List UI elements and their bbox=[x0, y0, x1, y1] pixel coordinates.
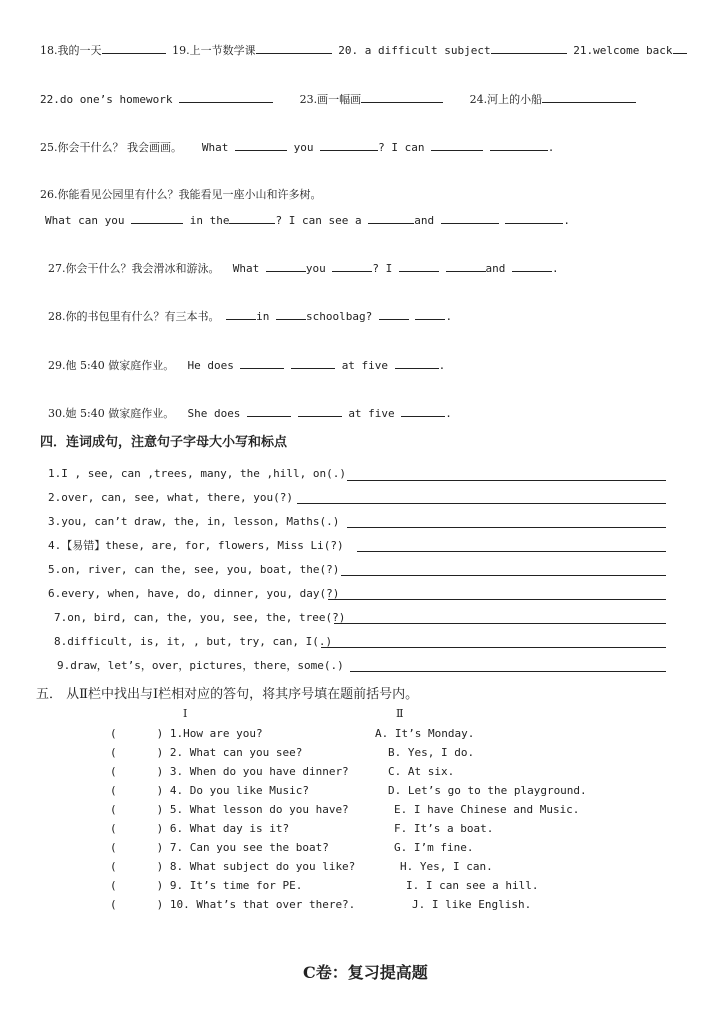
q28-text-2: schoolbag? bbox=[306, 310, 373, 323]
match-question-row bbox=[110, 727, 263, 740]
blank-24[interactable] bbox=[542, 91, 636, 103]
q29-text-2: at five bbox=[341, 359, 389, 372]
q30-text-1: She does bbox=[187, 407, 241, 420]
paren-open: ( bbox=[110, 765, 117, 778]
reorder-item-3: 3.you, can’t draw, the, in, lesson, Maths(.) bbox=[48, 515, 340, 528]
q30-blank-3[interactable] bbox=[401, 405, 445, 417]
q27-text-3: ? I bbox=[372, 262, 393, 275]
match-question-row bbox=[110, 746, 302, 759]
paren-close: ) bbox=[156, 784, 164, 797]
paren-close: ) bbox=[156, 898, 164, 911]
reorder-item-6: 6.every, when, have, do, dinner, you, day(?) bbox=[48, 587, 340, 600]
paren-open: ( bbox=[110, 879, 117, 892]
q26-text-1: What can you bbox=[45, 214, 125, 227]
q30-blank-1[interactable] bbox=[247, 405, 291, 417]
paren-open: ( bbox=[110, 727, 117, 740]
paren-close: ) bbox=[156, 841, 164, 854]
paren-open: ( bbox=[110, 860, 117, 873]
q27-chinese: 27.你会干什么？我会滑冰和游泳。 bbox=[48, 262, 220, 275]
q26-blank-1[interactable] bbox=[131, 212, 183, 224]
match-question-text: 10. What’s that over there?. bbox=[169, 898, 356, 911]
section-4-title: 四．连词成句，注意句子字母大小写和标点 bbox=[40, 435, 288, 450]
q30-end: . bbox=[445, 407, 452, 420]
match-answer-option: I. I can see a hill. bbox=[406, 879, 539, 892]
q25-text-2: you bbox=[293, 141, 314, 154]
answer-line-2[interactable] bbox=[297, 503, 666, 504]
sentence-28 bbox=[48, 308, 452, 324]
match-answer-option: D. Let’s go to the playground. bbox=[388, 784, 587, 797]
reorder-item-9: 9.draw，let’s，over，pictures，there，some(.) bbox=[57, 659, 344, 672]
q26-blank-2[interactable] bbox=[229, 212, 275, 224]
q26-text-2: in the bbox=[189, 214, 230, 227]
match-question-row bbox=[110, 784, 309, 797]
q26-end: . bbox=[563, 214, 570, 227]
match-question-row bbox=[110, 898, 355, 911]
paren-open: ( bbox=[110, 822, 117, 835]
q26-text-4: and bbox=[414, 214, 435, 227]
reorder-item-5: 5.on, river, can the, see, you, boat, the(?) bbox=[48, 563, 340, 576]
match-answer-option: F. It’s a boat. bbox=[394, 822, 494, 835]
paren-open: ( bbox=[110, 746, 117, 759]
match-answer-option: H. Yes, I can. bbox=[400, 860, 493, 873]
q27-end: . bbox=[552, 262, 559, 275]
phrase-24: 24.河上的小船 bbox=[469, 93, 543, 106]
q26-blank-4[interactable] bbox=[441, 212, 499, 224]
answer-line-8[interactable] bbox=[321, 647, 666, 648]
q25-blank-1[interactable] bbox=[235, 139, 287, 151]
match-answer-option: J. I like English. bbox=[412, 898, 532, 911]
q28-chinese: 28.你的书包里有什么？有三本书。 bbox=[48, 310, 220, 323]
blank-22[interactable] bbox=[179, 91, 273, 103]
match-answer-option: G. I’m fine. bbox=[394, 841, 474, 854]
q25-blank-4[interactable] bbox=[490, 139, 548, 151]
paren-close: ) bbox=[156, 860, 164, 873]
q25-chinese: 25.你会干什么？ 我会画画。 bbox=[40, 141, 182, 154]
paren-close: ) bbox=[156, 727, 164, 740]
section-5-title: 五． 从Ⅱ栏中找出与Ⅰ栏相对应的答句，将其序号填在题前括号内。 bbox=[36, 687, 419, 702]
q25-end: . bbox=[547, 141, 555, 154]
sentence-27 bbox=[48, 260, 559, 276]
match-question-text: 1.How are you? bbox=[169, 727, 263, 740]
q28-blank-2[interactable] bbox=[276, 308, 306, 320]
q29-end: . bbox=[438, 359, 446, 372]
paren-open: ( bbox=[110, 898, 117, 911]
sentence-26 bbox=[45, 212, 570, 228]
q27-blank-3[interactable] bbox=[399, 260, 439, 272]
q27-text-1: What bbox=[232, 262, 260, 275]
q29-chinese: 29.他 5:40 做家庭作业。 bbox=[48, 359, 175, 372]
paren-close: ) bbox=[156, 803, 164, 816]
sentence-29 bbox=[48, 357, 445, 373]
blank-20[interactable] bbox=[491, 42, 567, 54]
phrase-21: 21.welcome back bbox=[573, 44, 673, 57]
match-answer-option: C. At six. bbox=[388, 765, 455, 778]
match-question-row bbox=[110, 822, 289, 835]
answer-line-9[interactable] bbox=[350, 671, 666, 672]
match-question-text: 7. Can you see the boat? bbox=[169, 841, 329, 854]
blank-19[interactable] bbox=[256, 42, 332, 54]
q27-blank-1[interactable] bbox=[266, 260, 306, 272]
q28-blank-4[interactable] bbox=[415, 308, 445, 320]
q27-blank-5[interactable] bbox=[512, 260, 552, 272]
paren-close: ) bbox=[156, 822, 164, 835]
q25-text-3: ? I can bbox=[378, 141, 425, 154]
match-question-text: 4. Do you like Music? bbox=[169, 784, 309, 797]
match-question-row bbox=[110, 765, 349, 778]
phrase-22: 22.do one’s homework bbox=[40, 93, 173, 106]
q29-text-1: He does bbox=[187, 359, 234, 372]
match-question-text: 8. What subject do you like? bbox=[169, 860, 356, 873]
q25-blank-2[interactable] bbox=[320, 139, 378, 151]
match-question-row bbox=[110, 803, 349, 816]
reorder-item-1: 1.I , see, can ,trees, many, the ,hill, on(.) bbox=[48, 467, 347, 480]
reorder-item-2: 2.over, can, see, what, there, you(?) bbox=[48, 491, 294, 504]
q27-blank-2[interactable] bbox=[332, 260, 372, 272]
match-question-row bbox=[110, 879, 302, 892]
q29-blank-1[interactable] bbox=[240, 357, 284, 369]
phrase-19: 19.上一节数学课 bbox=[172, 44, 256, 57]
paren-open: ( bbox=[110, 784, 117, 797]
phrase-18: 18.我的一天 bbox=[40, 44, 102, 57]
match-question-text: 6. What day is it? bbox=[169, 822, 290, 835]
q26-text-3: ? I can see a bbox=[275, 214, 362, 227]
phrase-20: 20. a difficult subject bbox=[338, 44, 491, 57]
q30-blank-2[interactable] bbox=[298, 405, 342, 417]
reorder-item-4: 4.【易错】these, are, for, flowers, Miss Li(?) bbox=[48, 539, 344, 552]
answer-line-7[interactable] bbox=[334, 623, 666, 624]
q26-chinese: 26.你能看见公园里有什么？我能看见一座小山和许多树。 bbox=[40, 188, 322, 201]
answer-line-4[interactable] bbox=[357, 551, 666, 552]
match-question-text: 9. It’s time for PE. bbox=[169, 879, 303, 892]
q30-text-2: at five bbox=[348, 407, 395, 420]
answer-line-5[interactable] bbox=[341, 575, 666, 576]
q29-blank-3[interactable] bbox=[395, 357, 439, 369]
q28-blank-3[interactable] bbox=[379, 308, 409, 320]
match-answer-option: A. It’s Monday. bbox=[375, 727, 475, 740]
reorder-item-8: 8.difficult, is, it, , but, try, can, I(.) bbox=[54, 635, 333, 648]
answer-line-1[interactable] bbox=[347, 480, 666, 481]
q25-blank-3[interactable] bbox=[431, 139, 483, 151]
q28-text-1: in bbox=[256, 310, 270, 323]
paren-close: ) bbox=[156, 879, 164, 892]
phrase-23: 23.画一幅画 bbox=[299, 93, 362, 106]
q27-text-2: you bbox=[305, 262, 326, 275]
q26-blank-3[interactable] bbox=[368, 212, 414, 224]
sentence-30 bbox=[48, 405, 452, 421]
paren-close: ) bbox=[156, 765, 164, 778]
column-1-header: Ⅰ bbox=[183, 707, 188, 720]
blank-21[interactable] bbox=[673, 42, 687, 54]
q25-text-1: What bbox=[201, 141, 229, 154]
phrase-row-18-21 bbox=[40, 42, 687, 58]
sentence-25 bbox=[40, 139, 554, 155]
answer-line-3[interactable] bbox=[347, 527, 666, 528]
match-question-text: 5. What lesson do you have? bbox=[169, 803, 349, 816]
phrase-row-22-24 bbox=[40, 91, 636, 107]
column-2-header: Ⅱ bbox=[396, 707, 404, 720]
q30-chinese: 30.她 5:40 做家庭作业。 bbox=[48, 407, 175, 420]
answer-line-6[interactable] bbox=[328, 599, 666, 600]
q27-blank-4[interactable] bbox=[446, 260, 486, 272]
match-question-text: 3. When do you have dinner? bbox=[169, 765, 349, 778]
paren-open: ( bbox=[110, 803, 117, 816]
reorder-item-7: 7.on, bird, can, the, you, see, the, tree(?) bbox=[54, 611, 346, 624]
blank-18[interactable] bbox=[102, 42, 166, 54]
match-answer-option: B. Yes, I do. bbox=[388, 746, 475, 759]
match-question-row bbox=[110, 860, 355, 873]
match-question-row bbox=[110, 841, 329, 854]
q28-blank-1[interactable] bbox=[226, 308, 256, 320]
match-answer-option: E. I have Chinese and Music. bbox=[394, 803, 580, 816]
match-question-text: 2. What can you see? bbox=[169, 746, 303, 759]
part-c-title: C卷：复习提高题 bbox=[303, 963, 428, 982]
q28-end: . bbox=[445, 310, 453, 323]
blank-23[interactable] bbox=[361, 91, 443, 103]
paren-close: ) bbox=[156, 746, 164, 759]
q27-text-4: and bbox=[485, 262, 506, 275]
paren-open: ( bbox=[110, 841, 117, 854]
q29-blank-2[interactable] bbox=[291, 357, 335, 369]
q26-blank-5[interactable] bbox=[505, 212, 563, 224]
